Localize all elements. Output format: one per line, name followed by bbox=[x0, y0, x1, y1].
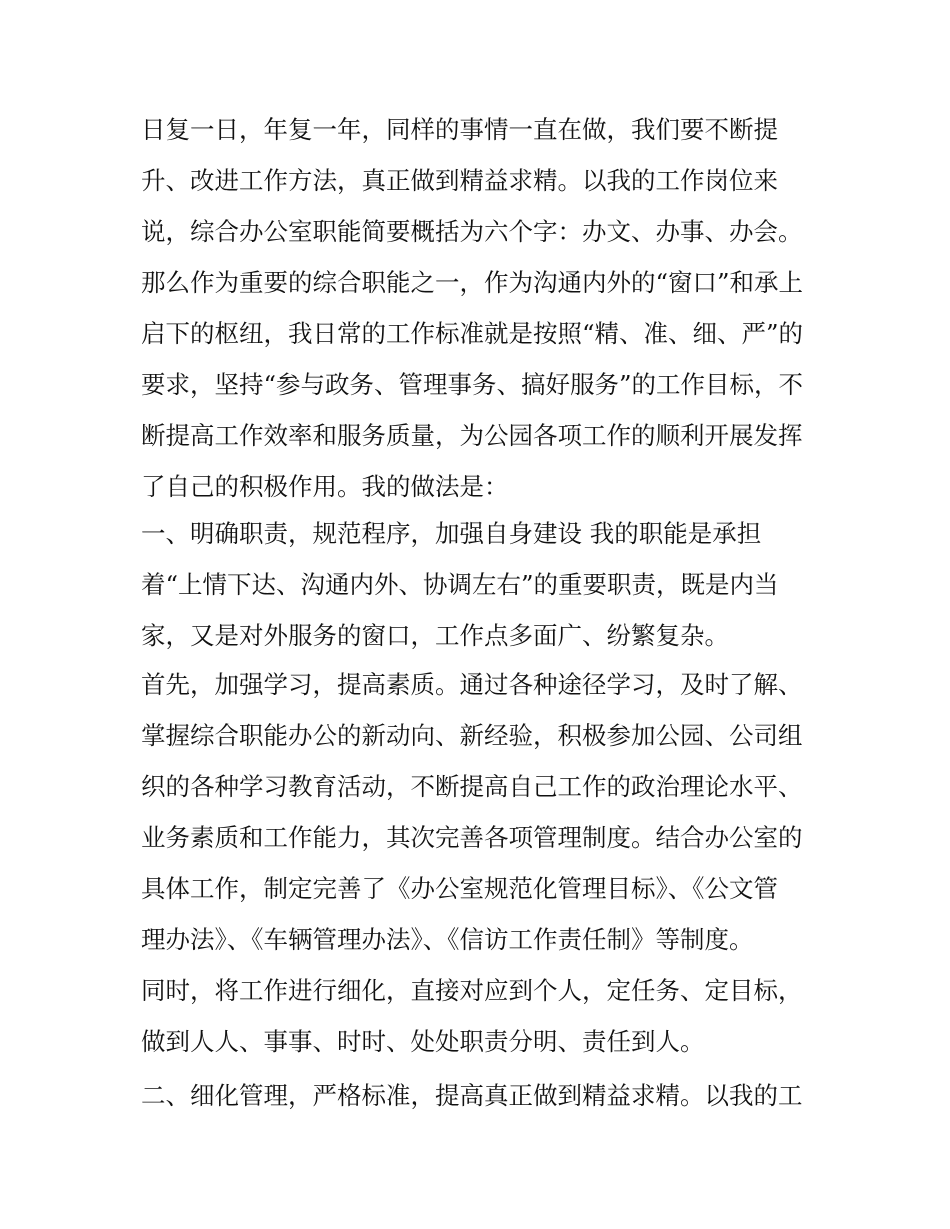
text-line: 了自己的积极作用。我的做法是： bbox=[141, 472, 509, 501]
text-line: 启下的枢纽，我日常的工作标准就是按照“精、准、细、严”的 bbox=[141, 319, 804, 348]
text-line: 掌握综合职能办公的新动向、新经验，积极参加公园、公司组 bbox=[141, 721, 803, 750]
text-line: 断提高工作效率和服务质量，为公园各项工作的顺利开展发挥 bbox=[141, 421, 803, 450]
text-line: 做到人人、事事、时时、处处职责分明、责任到人。 bbox=[141, 1027, 705, 1056]
text-line: 要求，坚持“参与政务、管理事务、搞好服务”的工作目标，不 bbox=[141, 370, 804, 399]
text-line: 着“上情下达、沟通内外、协调左右”的重要职责，既是内当 bbox=[141, 570, 779, 599]
text-line: 那么作为重要的综合职能之一，作为沟通内外的“窗口”和承上 bbox=[141, 268, 804, 297]
text-line: 升、改进工作方法，真正做到精益求精。以我的工作岗位来 bbox=[141, 166, 778, 195]
text-line: 理办法》、《车辆管理办法》、《信访工作责任制》等制度。 bbox=[141, 925, 754, 954]
text-line: 日复一日，年复一年，同样的事情一直在做，我们要不断提 bbox=[141, 115, 778, 144]
section-heading: 一、明确职责，规范程序，加强自身建设 我的职能是承担 bbox=[141, 519, 762, 548]
text-line: 说，综合办公室职能简要概括为六个字：办文、办事、办会。 bbox=[141, 217, 803, 246]
text-line: 织的各种学习教育活动，不断提高自己工作的政治理论水平、 bbox=[141, 772, 803, 801]
text-line: 同时，将工作进行细化，直接对应到个人，定任务、定目标， bbox=[141, 976, 803, 1005]
section-heading: 二、细化管理，严格标准，提高真正做到精益求精。以我的工 bbox=[141, 1081, 803, 1110]
text-line: 业务素质和工作能力，其次完善各项管理制度。结合办公室的 bbox=[141, 823, 803, 852]
text-line: 家，又是对外服务的窗口，工作点多面广、纷繁复杂。 bbox=[141, 621, 729, 650]
text-line: 首先，加强学习，提高素质。通过各种途径学习，及时了解、 bbox=[141, 670, 803, 699]
text-line: 具体工作，制定完善了《办公室规范化管理目标》、《公文管 bbox=[141, 874, 778, 903]
